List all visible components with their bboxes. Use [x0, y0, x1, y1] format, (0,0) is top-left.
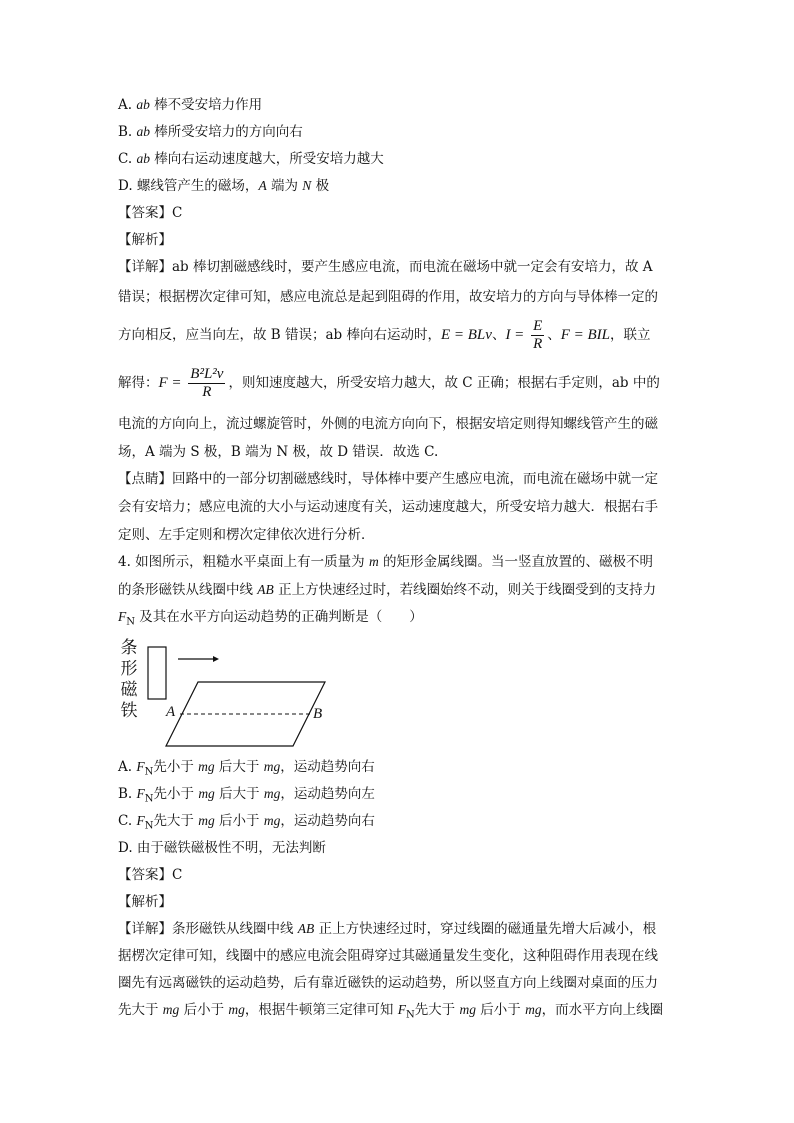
symbol-mg: mg — [263, 813, 281, 828]
fraction-e-over-r — [531, 318, 544, 353]
point-label-a: A — [166, 704, 176, 720]
fraction-denominator: R — [533, 336, 543, 352]
answer-label: 【答案】 — [118, 205, 172, 221]
option-text: ，运动趋势向右 — [280, 759, 375, 775]
detail-label: 【详解】 — [118, 259, 172, 275]
fraction-numerator: E — [533, 318, 543, 334]
q3-detail-line6: 场，A 端为 S 极，B 端为 N 极，故 D 错误．故选 C. — [118, 444, 439, 460]
q4-detail-line2: 据楞次定律可知，线圈中的感应电流会阻碍穿过其磁通量发生变化，这种阻碍作用表现在线 — [118, 948, 658, 964]
arrow-head-icon — [213, 656, 219, 662]
option-label: D. — [118, 178, 133, 194]
stem-text: 4. 如图所示，粗糙水平桌面上有一质量为 — [118, 554, 369, 570]
option-label: C. — [118, 151, 133, 167]
option-label: B. — [118, 124, 133, 140]
q4-analysis-label: 【解析】 — [118, 894, 172, 910]
q4-detail-line3: 圈先有远离磁铁的运动趋势，后有靠近磁铁的运动趋势，所以竖直方向上线圈对桌面的压力 — [118, 975, 658, 991]
q3-option-a — [118, 95, 262, 115]
subscript-n: N — [144, 820, 154, 832]
q4-stem-line1 — [118, 552, 653, 572]
figure-label-char: 磁 — [120, 680, 138, 700]
symbol-mg: mg — [263, 786, 281, 801]
stem-text: 及其在水平方向运动趋势的正确判断是（ ） — [135, 609, 423, 625]
option-label: B. — [118, 786, 133, 802]
subscript-n: N — [144, 766, 154, 778]
detail-text: 解得： — [118, 375, 159, 391]
q4-answer — [118, 865, 182, 885]
ab-symbol: ab — [136, 151, 150, 166]
figure-label-char: 铁 — [120, 701, 138, 721]
equation-force: F = BIL — [560, 327, 611, 343]
symbol-mg: mg — [198, 759, 215, 774]
q4-stem-line2 — [118, 580, 656, 600]
equation-current-lhs: I = — [505, 327, 529, 343]
detail-text: 条形磁铁从线圈中线 — [172, 921, 298, 937]
q3-option-b — [118, 122, 303, 142]
symbol-mg: mg — [198, 813, 215, 828]
q4-option-c — [118, 811, 375, 837]
option-text: 棒不受安培力作用 — [149, 97, 263, 113]
detail-text: 后小于 — [475, 1002, 526, 1018]
detail-text: ，根据牛顿第三定律可知 — [244, 1002, 398, 1018]
detail-text: ab 棒切割磁感线时，要产生感应电流，而电流在磁场中就一定会有安培力，故 A — [172, 259, 653, 275]
figure-label-char: 形 — [120, 659, 138, 679]
equation-force-lhs: F = — [158, 375, 186, 391]
option-label: A. — [118, 759, 133, 775]
q4-detail-line1 — [118, 919, 656, 939]
symbol-mg: mg — [162, 1002, 180, 1017]
stem-text: 的矩形金属线圈。当一竖直放置的、磁极不明 — [378, 554, 654, 570]
option-text: ，运动趋势向右 — [280, 813, 375, 829]
option-label: C. — [118, 813, 133, 829]
symbol-ab: AB — [257, 582, 274, 597]
option-text: 后大于 — [214, 759, 264, 775]
option-label: A. — [118, 97, 133, 113]
subscript-n: N — [126, 616, 135, 628]
separator: 、 — [491, 327, 506, 343]
ab-symbol: ab — [136, 124, 151, 139]
q3-detail-line1 — [118, 257, 653, 277]
figure-label-char: 条 — [120, 638, 138, 658]
subscript-n: N — [144, 793, 154, 805]
symbol-mg: mg — [525, 1002, 542, 1017]
q4-option-d — [118, 838, 326, 858]
symbol-f: F — [136, 759, 145, 774]
option-text: 先大于 — [153, 813, 199, 829]
q3-option-c — [118, 149, 384, 169]
option-text: 由于磁铁磁极性不明，无法判断 — [132, 840, 326, 856]
fraction-denominator: R — [202, 384, 212, 400]
detail-label: 【详解】 — [118, 921, 172, 937]
symbol-f: F — [136, 813, 145, 828]
fraction-force — [188, 366, 225, 401]
point-label-b: B — [313, 706, 323, 722]
answer-value: C — [172, 205, 183, 221]
magnet-coil-figure — [118, 640, 338, 755]
detail-text: ，而水平方向上线圈 — [541, 1002, 664, 1018]
option-text: 端为 — [266, 178, 303, 194]
tip-label: 【点睛】 — [118, 471, 172, 487]
q3-tip-line2: 会有安培力；感应电流的大小与运动速度有关，运动速度越大，所受安培力越大．根据右手 — [118, 499, 658, 515]
symbol-f: F — [397, 1002, 406, 1017]
q3-detail-line3 — [118, 318, 651, 353]
symbol-mg: mg — [198, 786, 215, 801]
q3-answer — [118, 203, 182, 223]
detail-text: ，联立 — [610, 327, 651, 343]
detail-text: ，则知速度越大，所受安培力越大，故 C 正确；根据右手定则，ab 中的 — [228, 375, 660, 391]
option-text: ，运动趋势向左 — [280, 786, 375, 802]
q3-tip-line1 — [118, 469, 658, 489]
symbol-m: m — [368, 554, 379, 569]
q4-detail-line4 — [118, 1000, 663, 1026]
stem-text: 的条形磁铁从线圈中线 — [118, 582, 258, 598]
q4-option-a — [118, 757, 375, 783]
q3-tip-line3: 定则、左手定则和楞次定律依次进行分析． — [118, 527, 375, 543]
option-text: 先小于 — [153, 759, 199, 775]
symbol-f: F — [136, 786, 145, 801]
option-text: 后小于 — [214, 813, 264, 829]
fraction-numerator: B²L²v — [190, 366, 224, 382]
symbol-mg: mg — [459, 1002, 476, 1017]
option-text: 极 — [311, 178, 330, 194]
option-text: 先小于 — [153, 786, 199, 802]
separator: 、 — [547, 327, 561, 343]
equation-emf: E = BLv — [440, 327, 492, 343]
q3-analysis-label: 【解析】 — [118, 232, 172, 248]
q3-option-d — [118, 176, 329, 196]
option-label: D. — [118, 840, 133, 856]
detail-text: 后小于 — [179, 1002, 229, 1018]
detail-text: 先大于 — [118, 1002, 163, 1018]
q3-detail-line4 — [118, 366, 660, 401]
symbol-a: A — [258, 178, 267, 193]
stem-text: 正上方快速经过时，若线圈始终不动，则关于线圈受到的支持力 — [273, 582, 657, 598]
symbol-ab: AB — [297, 921, 315, 936]
q4-stem-line3 — [118, 607, 423, 633]
symbol-f: F — [118, 609, 127, 624]
symbol-mg: mg — [263, 759, 281, 774]
q3-detail-line5: 电流的方向向上，流过螺旋管时，外侧的电流方向向下，根据安培定则得知螺线管产生的磁 — [118, 416, 658, 432]
symbol-mg: mg — [228, 1002, 245, 1017]
detail-text: 方向相反，应当向左，故 B 错误；ab 棒向右运动时， — [118, 327, 441, 343]
detail-text: 先大于 — [414, 1002, 460, 1018]
q3-detail-line2: 错误；根据楞次定律可知，感应电流总是起到阻碍的作用，故安培力的方向与导体棒一定的 — [118, 289, 658, 305]
q4-option-b — [118, 784, 375, 810]
answer-label: 【答案】 — [118, 867, 172, 883]
bar-magnet — [148, 647, 166, 699]
tip-text: 回路中的一部分切割磁感线时，导体棒中要产生感应电流，而电流在磁场中就一定 — [172, 471, 658, 487]
detail-text: 正上方快速经过时，穿过线圈的磁通量先增大后减小，根 — [314, 921, 657, 937]
option-text: 螺线管产生的磁场， — [132, 178, 259, 194]
option-text: 棒所受安培力的方向向右 — [150, 124, 303, 140]
symbol-n: N — [302, 178, 312, 193]
ab-symbol: ab — [136, 97, 150, 112]
option-text: 棒向右运动速度越大，所受安培力越大 — [149, 151, 384, 167]
figure-drawing — [118, 640, 338, 755]
subscript-n: N — [405, 1009, 415, 1021]
answer-value: C — [172, 867, 183, 883]
option-text: 后大于 — [214, 786, 264, 802]
